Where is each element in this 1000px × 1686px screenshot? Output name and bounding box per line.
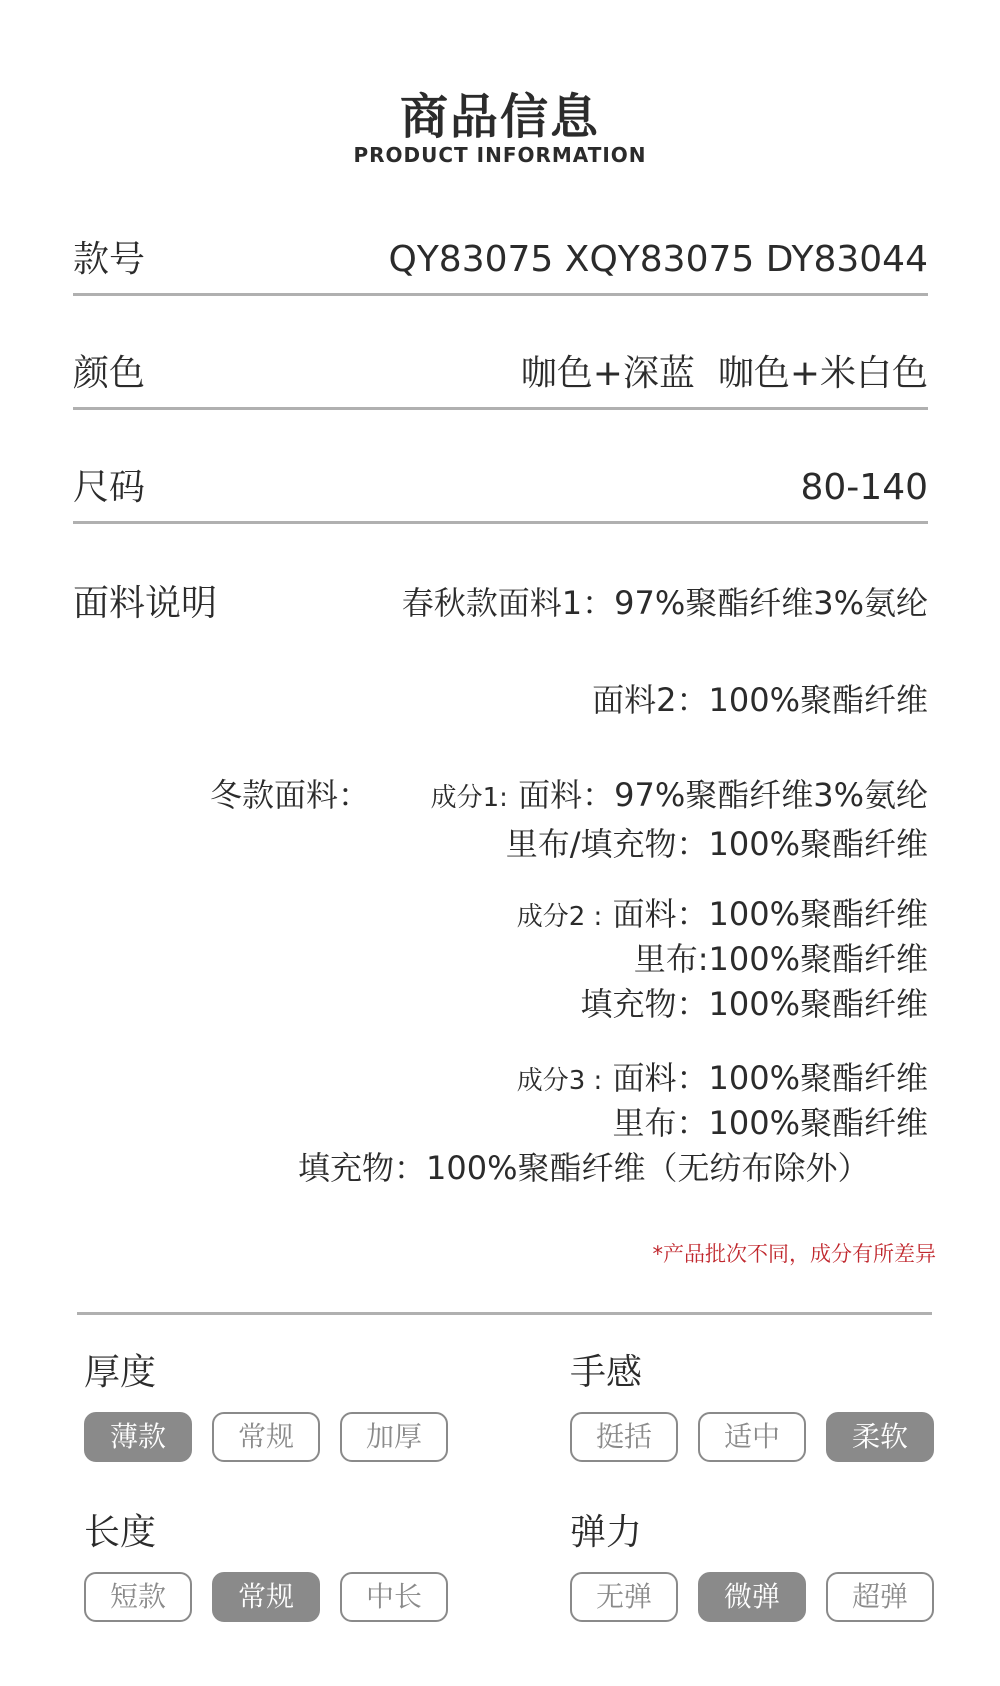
length-option-regular[interactable]: 常规 xyxy=(212,1572,320,1622)
feel-option-medium[interactable]: 适中 xyxy=(698,1412,806,1462)
elasticity-option-high[interactable]: 超弹 xyxy=(826,1572,934,1622)
color-label: 颜色 xyxy=(73,353,146,394)
info-row-size xyxy=(73,458,928,518)
component-2-line-1 xyxy=(517,892,928,939)
page-title: 商品信息 xyxy=(399,89,600,145)
component-3-line-1 xyxy=(517,1056,928,1103)
component-3-tag: 成分3 : xyxy=(516,1066,603,1096)
info-row-color xyxy=(73,344,928,404)
elasticity-title: 弹力 xyxy=(570,1512,643,1553)
length-title: 长度 xyxy=(84,1512,157,1553)
info-row-model xyxy=(73,230,928,290)
color-value: 咖色+深蓝 咖色+米白色 xyxy=(520,353,928,394)
length-option-short[interactable]: 短款 xyxy=(84,1572,192,1622)
size-label: 尺码 xyxy=(73,467,146,508)
batch-note: *产品批次不同，成分有所差异 xyxy=(652,1242,936,1266)
component-3-text: 面料：100%聚酯纤维 xyxy=(602,1059,928,1097)
component-1-line-1 xyxy=(431,773,928,820)
thickness-title: 厚度 xyxy=(84,1352,157,1393)
model-value: QY83075 XQY83075 DY83044 xyxy=(388,239,928,280)
thickness-option-thin[interactable]: 薄款 xyxy=(84,1412,192,1462)
spring-fabric-line-2: 面料2：100%聚酯纤维 xyxy=(592,681,928,719)
size-value: 80-140 xyxy=(800,467,928,508)
elasticity-option-none[interactable]: 无弹 xyxy=(570,1572,678,1622)
feel-title: 手感 xyxy=(570,1352,643,1393)
model-label: 款号 xyxy=(73,239,146,280)
component-1-text: 面料：97%聚酯纤维3%氨纶 xyxy=(507,776,928,814)
divider xyxy=(73,521,928,524)
elasticity-option-slight[interactable]: 微弹 xyxy=(698,1572,806,1622)
divider xyxy=(73,293,928,296)
winter-fabric-label: 冬款面料： xyxy=(210,776,371,814)
component-2-text: 面料：100%聚酯纤维 xyxy=(602,895,928,933)
thickness-option-regular[interactable]: 常规 xyxy=(212,1412,320,1462)
component-2-line-2: 里布:100%聚酯纤维 xyxy=(633,940,928,978)
component-3-line-3: 填充物：100%聚酯纤维（无纺布除外） xyxy=(298,1149,870,1187)
feel-option-crisp[interactable]: 挺括 xyxy=(570,1412,678,1462)
component-3-line-2: 里布：100%聚酯纤维 xyxy=(612,1104,928,1142)
divider xyxy=(73,407,928,410)
length-option-mid-long[interactable]: 中长 xyxy=(340,1572,448,1622)
page-subtitle: PRODUCT INFORMATION xyxy=(353,143,647,167)
component-1-tag: 成分1: xyxy=(430,783,508,813)
component-2-tag: 成分2 : xyxy=(516,902,603,932)
thickness-option-thick[interactable]: 加厚 xyxy=(340,1412,448,1462)
component-2-line-3: 填充物：100%聚酯纤维 xyxy=(580,985,928,1023)
component-1-line-2: 里布/填充物：100%聚酯纤维 xyxy=(505,825,928,863)
divider xyxy=(77,1312,932,1315)
feel-option-soft[interactable]: 柔软 xyxy=(826,1412,934,1462)
fabric-label: 面料说明 xyxy=(73,583,218,624)
spring-fabric-line-1: 春秋款面料1：97%聚酯纤维3%氨纶 xyxy=(401,584,928,622)
